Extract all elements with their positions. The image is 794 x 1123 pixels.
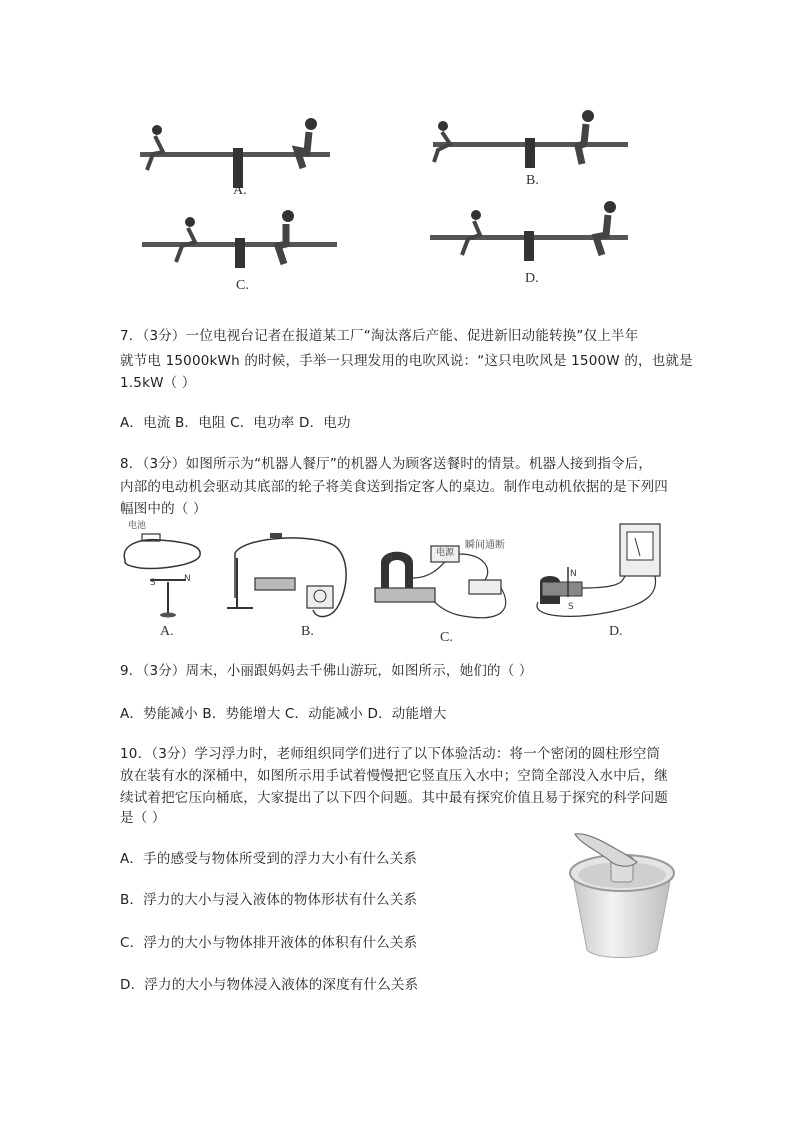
- motor-label-d-s: S: [568, 602, 574, 612]
- seesaw-caption-b: B.: [526, 173, 539, 188]
- seesaw-diagram-d: [428, 203, 628, 273]
- question-10-option-b: B．浮力的大小与浸入液体的物体形状有什么关系: [120, 892, 418, 908]
- seesaw-caption-a: A.: [233, 183, 247, 198]
- motor-label-instant: 瞬间通断: [465, 540, 505, 551]
- question-10-option-c: C．浮力的大小与物体排开液体的体积有什么关系: [120, 935, 418, 951]
- question-7-line-3: 1.5kW（ ）: [120, 375, 196, 391]
- motor-label-d-n: N: [570, 569, 577, 579]
- question-10-line-1: 10．（3分）学习浮力时，老师组织同学们进行了以下体验活动：将一个密闭的圆柱形空筒: [120, 746, 661, 762]
- motor-label-a-s: S: [150, 578, 156, 588]
- bucket-illustration: [565, 828, 680, 963]
- question-7-line-2: 就节电 15000kWh 的时候，手举一只理发用的电吹风说：“这只电吹风是 1500W 的，也就是: [120, 353, 693, 369]
- question-7-options: A．电流 B．电阻 C．电功率 D．电功: [120, 415, 351, 431]
- question-10-line-4: 是（ ）: [120, 810, 166, 826]
- question-8-line-1: 8．（3分）如图所示为“机器人餐厅”的机器人为顾客送餐时的情景。机器人接到指令后，: [120, 456, 653, 472]
- motor-caption-c: C.: [440, 630, 453, 645]
- motor-label-a-n: N: [184, 574, 191, 584]
- seesaw-caption-c: C.: [236, 278, 249, 293]
- seesaw-diagram-c: [140, 212, 340, 282]
- motor-diagram-b: [225, 528, 350, 623]
- seesaw-caption-d: D.: [525, 271, 539, 286]
- motor-label-power: 电源: [436, 548, 455, 558]
- question-10-line-3: 续试着把它压向桶底，大家提出了以下四个问题。其中最有探究价值且易于探究的科学问题: [120, 790, 668, 806]
- motor-diagram-a: [120, 520, 205, 620]
- question-7-line-1: 7．（3分）一位电视台记者在报道某工厂“淘汰落后产能、促进新旧动能转换”仅上半年: [120, 328, 639, 344]
- question-9-options: A．势能减小 B．势能增大 C．动能减小 D．动能增大: [120, 706, 447, 722]
- seesaw-diagram-b: [428, 112, 628, 182]
- motor-caption-b: B.: [301, 624, 314, 639]
- motor-diagram-d: [530, 522, 665, 617]
- question-8-line-3: 幅图中的（ ）: [120, 501, 207, 517]
- question-10-option-a: A．手的感受与物体所受到的浮力大小有什么关系: [120, 851, 418, 867]
- question-10-option-d: D．浮力的大小与物体浸入液体的深度有什么关系: [120, 977, 419, 993]
- motor-label-c-n: N: [386, 553, 393, 563]
- question-10-line-2: 放在装有水的深桶中，如图所示用手试着慢慢把它竖直压入水中；空筒全部没入水中后，继: [120, 768, 668, 784]
- motor-caption-a: A.: [160, 624, 174, 639]
- question-8-line-2: 内部的电动机会驱动其底部的轮子将美食送到指定客人的桌边。制作电动机依据的是下列四: [120, 479, 668, 495]
- motor-caption-d: D.: [609, 624, 623, 639]
- question-9-line: 9．（3分）周末，小丽跟妈妈去千佛山游玩，如图所示，她们的（ ）: [120, 663, 533, 679]
- motor-label-battery: 电池: [128, 521, 147, 531]
- seesaw-diagram-a: [135, 110, 335, 190]
